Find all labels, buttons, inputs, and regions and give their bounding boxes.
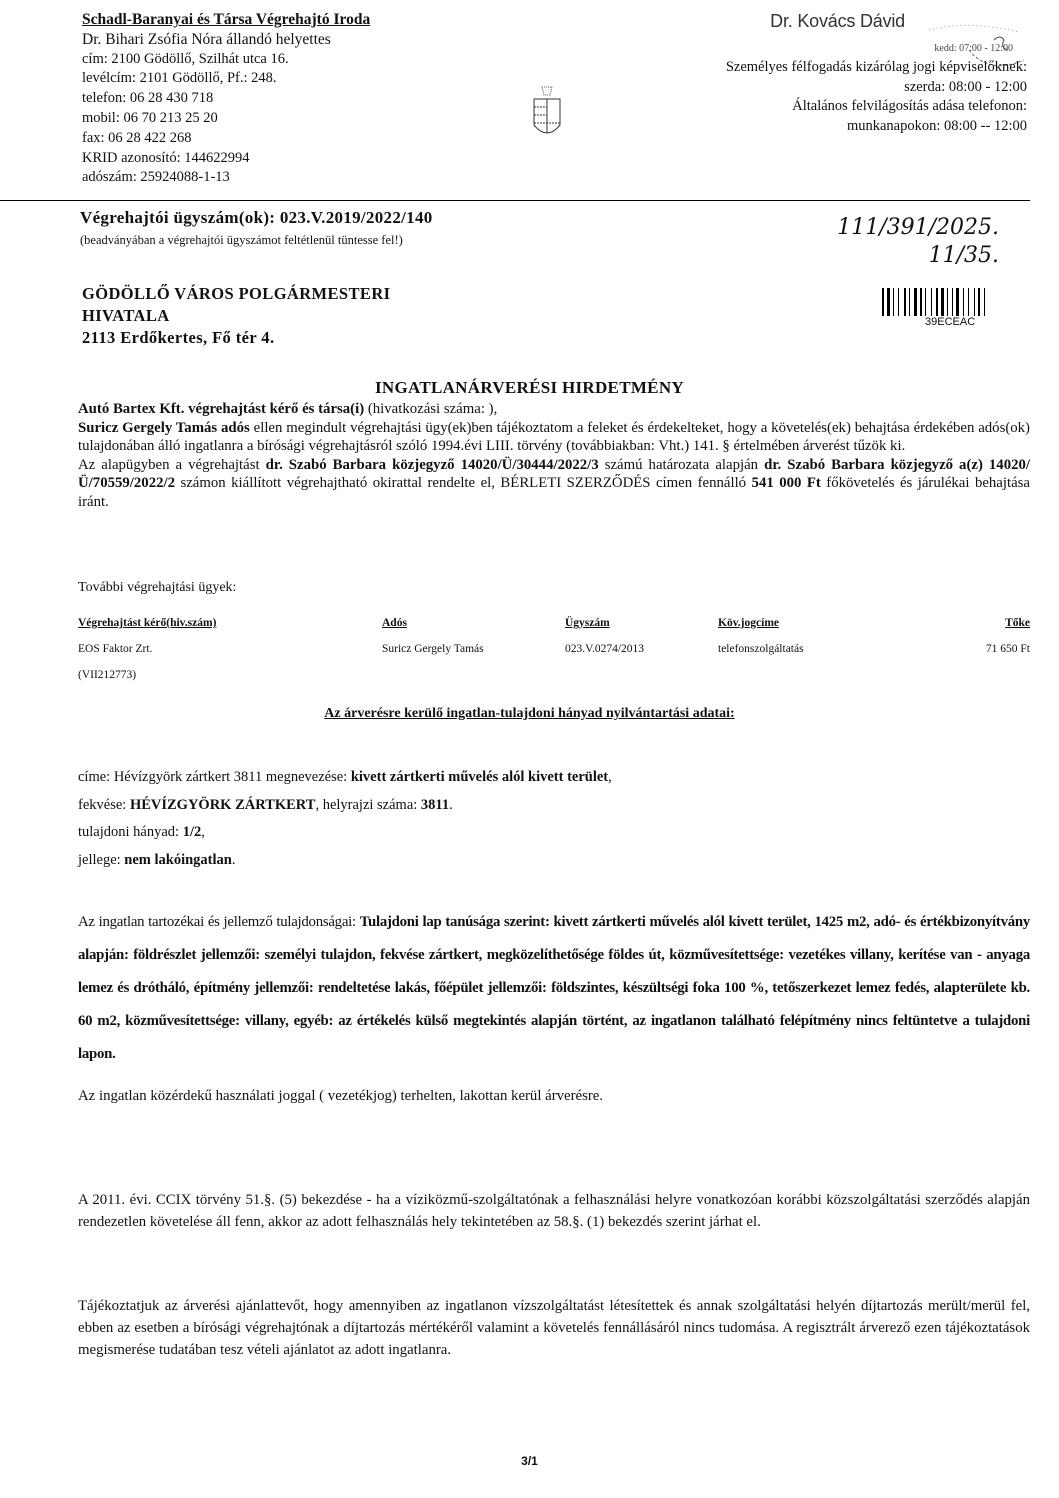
barcode-bar bbox=[907, 288, 908, 316]
barcode-bar bbox=[947, 288, 948, 316]
barcode-bar bbox=[893, 288, 894, 316]
barcode-bar bbox=[970, 288, 973, 316]
table-cell: telefonszolgáltatás bbox=[718, 643, 804, 655]
barcode-bar bbox=[904, 288, 906, 316]
table-cell: (VII212773) bbox=[78, 669, 137, 681]
notice-paragraph: Tájékoztatjuk az árverési ajánlattevőt, hogy amennyiben az ingatlanon vízszolgáltatást létesítettek és annak szolgáltatási helyén díjtartozás merült/merül fel, ebben az esetben a bírósági végrehajtónak a díjtartozás mértékéről valamint a követelés fennállásáról nincs tudomása. A regisztrált árverező ezen tájékoztatások megismerése tudatában tesz vételi ajánlatot az adott ingatlanra. bbox=[78, 1298, 1030, 1358]
text-run: tulajdoni hányad: bbox=[78, 824, 183, 840]
bold-text: 1/2 bbox=[182, 824, 202, 840]
table-cell: EOS Faktor Zrt. bbox=[78, 643, 153, 655]
intro-paragraph bbox=[78, 419, 1030, 456]
header-divider bbox=[0, 200, 1030, 201]
column-header: Végrehajtást kérő(hiv.szám) bbox=[78, 617, 217, 629]
barcode-bar bbox=[945, 288, 946, 316]
encumbrance-paragraph: Az ingatlan közérdekű használati joggal ( vezetékjog) terhelten, lakottan kerül árverésre. bbox=[78, 1088, 604, 1104]
intro-section bbox=[78, 400, 1030, 511]
handwritten-registration bbox=[837, 214, 999, 270]
table-row bbox=[78, 662, 1030, 688]
bold-text: dr. Szabó Barbara közjegyző a(z) 14020/Ü/70559/2022/2 bbox=[78, 456, 1031, 491]
bold-text: dr. Szabó Barbara közjegyző 14020/Ü/30444/2022/3 bbox=[265, 456, 599, 473]
column-header: Köv.jogcíme bbox=[718, 617, 779, 629]
barcode-bar bbox=[960, 288, 962, 316]
barcode-bar bbox=[978, 288, 980, 316]
stamp-name: Dr. Kovács Dávid bbox=[770, 11, 905, 31]
barcode-bar bbox=[986, 288, 989, 316]
column-header: Ügyszám bbox=[565, 617, 610, 629]
barcode-bar bbox=[900, 288, 903, 316]
barcode-bar bbox=[974, 288, 975, 316]
hours-workdays: munkanapokon: 08:00 -- 12:00 bbox=[846, 118, 1027, 135]
text-run: , helyrajzi száma: bbox=[315, 796, 421, 813]
case-number: Végrehajtói ügyszám(ok): 023.V.2019/2022/140 bbox=[80, 208, 433, 227]
barcode-bar bbox=[898, 288, 899, 316]
table-row bbox=[78, 636, 1030, 662]
barcode-bar bbox=[918, 288, 919, 316]
barcode-bar bbox=[968, 288, 969, 316]
barcode-bar bbox=[963, 288, 964, 316]
barcode-bar bbox=[976, 288, 977, 316]
handwritten-line-1: 111/391/2025. bbox=[837, 215, 999, 240]
handwritten-line-2: 11/35. bbox=[928, 243, 999, 268]
property-type bbox=[78, 847, 612, 875]
hours-tuesday: kedd: 07:00 - 12:00 bbox=[934, 42, 1013, 54]
bold-text: kivett zártkerti művelés alól kivett terület bbox=[350, 769, 609, 785]
table-header-row bbox=[78, 610, 1030, 636]
barcode-bar bbox=[931, 288, 932, 316]
property-address bbox=[78, 764, 612, 792]
barcode-bar bbox=[923, 288, 924, 316]
barcode-bar bbox=[914, 288, 917, 316]
text-run: jellege: bbox=[78, 851, 125, 868]
fax-line: fax: 06 28 422 268 bbox=[82, 129, 192, 146]
barcode-bar bbox=[887, 288, 890, 316]
barcode-bar bbox=[920, 288, 922, 316]
barcode-bar bbox=[925, 288, 926, 316]
barcode-bar bbox=[954, 288, 955, 316]
barcode bbox=[882, 288, 1022, 316]
office-name: Schadl-Baranyai és Társa Végrehajtó Iroda bbox=[82, 11, 371, 28]
text-run: Az ingatlan tartozékai és jellemző tulajdonságai: bbox=[78, 914, 360, 930]
barcode-bar bbox=[936, 288, 938, 316]
coat-of-arms-icon bbox=[530, 85, 564, 145]
addressee-line-2: HIVATALA bbox=[82, 306, 170, 325]
further-cases-table bbox=[78, 610, 1030, 688]
addressee-address: 2113 Erdőkertes, Fő tér 4. bbox=[82, 328, 275, 347]
hours-heading-personal: Személyes félfogadás kizárólag jogi képviselőknek: bbox=[725, 58, 1027, 75]
water-law-paragraph: A 2011. évi. CCIX törvény 51.§. (5) bekezdése - ha a víziközmű-szolgáltatónak a felhasználási helyre vonatkozóan korábbi közszolgáltatási szerződés alapján rendezetlen követelése áll fenn, akkor az adott felhasználás hely tekintetében az 58.§. (1) bekezdés szerint járhat el. bbox=[78, 1192, 1030, 1230]
text-run: címe: Hévízgyörk zártkert 3811 megnevezése: bbox=[78, 769, 351, 785]
column-header: Adós bbox=[382, 617, 407, 629]
office-hours bbox=[726, 12, 1027, 137]
office-header bbox=[82, 10, 370, 188]
text-run: , bbox=[201, 824, 205, 840]
property-location bbox=[78, 792, 612, 820]
text-run: Az alapügyben a végrehajtást bbox=[78, 456, 266, 473]
column-header: Tőke bbox=[1005, 617, 1030, 629]
barcode-bar bbox=[911, 288, 913, 316]
bold-text: 3811 bbox=[420, 796, 450, 813]
section-heading: Az árverésre kerülő ingatlan-tulajdoni hányad nyilvántartási adatai: bbox=[324, 706, 735, 721]
barcode-bar bbox=[927, 288, 930, 316]
case-number-note: (beadványában a végrehajtói ügyszámot feltétlenül tüntesse fel!) bbox=[80, 233, 403, 247]
text-run: főkövetelés és járulékai behajtása iránt. bbox=[78, 475, 1030, 510]
bold-text: Autó Bartex Kft. végrehajtást kérő és társa(i) bbox=[78, 401, 365, 417]
phone-line: telefon: 06 28 430 718 bbox=[82, 90, 214, 107]
barcode-bar bbox=[941, 288, 944, 316]
barcode-bar bbox=[891, 288, 892, 316]
barcode-text: 39ECEAC bbox=[925, 316, 976, 328]
further-cases-label: További végrehajtási ügyek: bbox=[78, 580, 237, 595]
text-run: fekvése: bbox=[78, 796, 130, 813]
table-cell: 023.V.0274/2013 bbox=[565, 643, 645, 655]
text-run: ellen megindult végrehajtási ügy(ek)ben tájékoztatom a feleket és érdekelteket, hogy a követelés(ek) behajtása érdekében adós(ok) tulajdonában álló ingatlanra a bírósági végrehajtásról szóló 1994.évi LIII. törvény (továbbiakban: Vht.) 141. § értelmében árverést tűzök ki. bbox=[78, 419, 1030, 454]
property-description bbox=[78, 906, 1030, 1071]
page-number: 3/1 bbox=[521, 1454, 538, 1468]
tax-number-line: adószám: 25924088-1-13 bbox=[82, 169, 230, 186]
barcode-bar bbox=[984, 288, 985, 316]
bold-text: nem lakóingatlan bbox=[124, 851, 232, 868]
mobile-line: mobil: 06 70 213 25 20 bbox=[82, 109, 218, 126]
krid-line: KRID azonosító: 144622994 bbox=[82, 149, 250, 166]
barcode-bar bbox=[939, 288, 940, 316]
hours-wednesday: szerda: 08:00 - 12:00 bbox=[904, 78, 1027, 95]
text-run: , bbox=[608, 769, 612, 785]
text-run: . bbox=[231, 851, 236, 868]
addressee bbox=[82, 283, 390, 349]
bold-text: HÉVÍZGYÖRK ZÁRTKERT bbox=[129, 796, 316, 813]
hours-heading-phone: Általános felvilágosítás adása telefonon: bbox=[792, 98, 1027, 115]
barcode-bar bbox=[952, 288, 953, 316]
postal-address-line: levélcím: 2101 Gödöllő, Pf.: 248. bbox=[82, 70, 277, 87]
barcode-bar bbox=[965, 288, 967, 316]
property-details bbox=[78, 764, 612, 874]
property-share bbox=[78, 819, 612, 847]
barcode-bar bbox=[895, 288, 897, 316]
barcode-bar bbox=[882, 288, 884, 316]
barcode-bar bbox=[981, 288, 983, 316]
document-title: INGATLANÁRVERÉSI HIRDETMÉNY bbox=[375, 378, 684, 397]
intro-paragraph bbox=[78, 456, 1030, 512]
bold-text: Tulajdoni lap tanúsága szerint: kivett zártkerti művelés alól kivett terület, 1425 m2, adó- és értékbizonyítvány alapján: földrészlet jellemzői: személyi tulajdon, fekvése zártkert, megközelíthetősége földes út, közművesítettsége: vezetékes villany, kerítése van - anyaga lemez és drótháló, építmény jellemzői: rendeltetése lakás, főépület jellemzői: földszintes, készültségi foka 100 %, tetőszerkezet lemez fedés, alapterülete kb. 60 m2, közművesítettsége: villany, egyéb: az értékelés külső megtekintés alapján történt, az ingatlanon található felépítmény nincs feltüntetve a tulajdoni lapon. bbox=[78, 914, 1031, 1062]
barcode-bar bbox=[933, 288, 935, 316]
barcode-bar bbox=[909, 288, 910, 316]
text-run: számon kiállított végrehajtható okirattal rendelte el, BÉRLETI SZERZŐDÉS címen fennálló bbox=[175, 475, 752, 491]
text-run: . bbox=[449, 796, 453, 813]
intro-paragraph bbox=[78, 400, 1030, 419]
barcode-bar bbox=[885, 288, 886, 316]
addressee-line-1: GÖDÖLLŐ VÁROS POLGÁRMESTERI bbox=[82, 284, 391, 303]
text-run: számú határozata alapján bbox=[598, 456, 765, 473]
table-cell: Suricz Gergely Tamás bbox=[382, 643, 484, 655]
bold-text: Suricz Gergely Tamás adós bbox=[78, 419, 250, 436]
table-cell: 71 650 Ft bbox=[985, 643, 1030, 655]
text-run: (hivatkozási száma: ), bbox=[364, 401, 498, 417]
address-line: cím: 2100 Gödöllő, Szilhát utca 16. bbox=[82, 50, 289, 67]
bold-text: 541 000 Ft bbox=[751, 475, 821, 491]
barcode-bar bbox=[949, 288, 951, 316]
deputy-name: Dr. Bihari Zsófia Nóra állandó helyettes bbox=[82, 30, 331, 48]
barcode-bar bbox=[956, 288, 959, 316]
